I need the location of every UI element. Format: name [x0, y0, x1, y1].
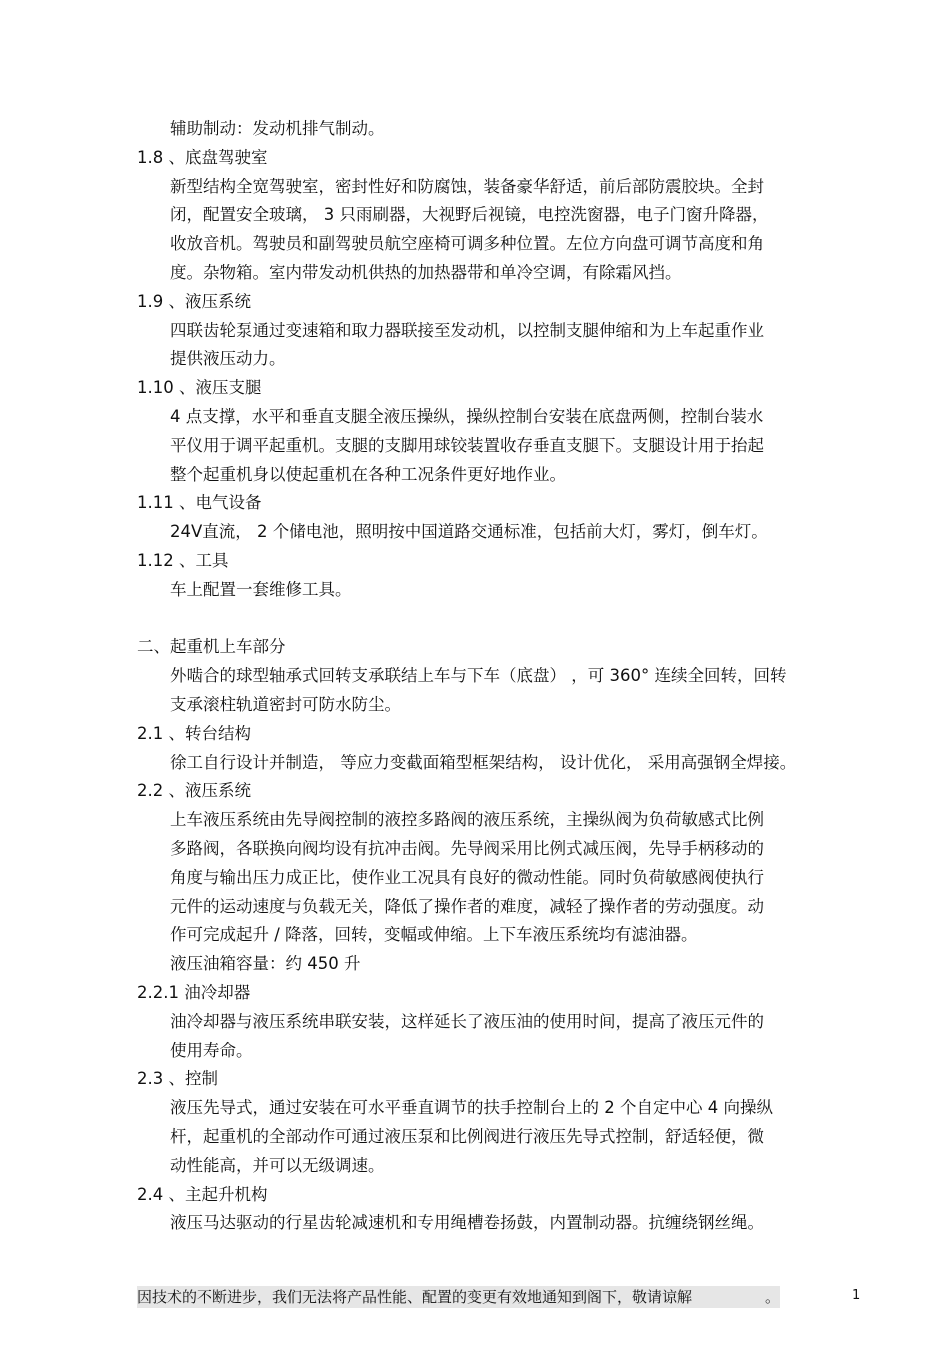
paragraph-line: 4 点支撑，水平和垂直支腿全液压操纵，操纵控制台安装在底盘两侧，控制台装水	[170, 407, 764, 426]
paragraph-line: 元件的运动速度与负载无关，降低了操作者的难度，减轻了操作者的劳动强度。动	[170, 896, 764, 916]
paragraph-line: 24V直流， 2 个储电池，照明按中国道路交通标准，包括前大灯，雾灯，倒车灯。	[170, 522, 768, 542]
section-heading: 1.10 、液压支腿	[137, 378, 262, 398]
section-heading: 2.1 、转台结构	[137, 723, 251, 743]
paragraph-line: 提供液压动力。	[170, 349, 286, 369]
paragraph-line: 上车液压系统由先导阀控制的液控多路阀的液压系统，主操纵阀为负荷敏感式比例	[170, 810, 764, 830]
footer-notice: 因技术的不断进步，我们无法将产品性能、配置的变更有效地通知到阁下，敬请谅解	[137, 1288, 693, 1306]
paragraph-line: 使用寿命。	[170, 1040, 253, 1060]
paragraph-line: 支承滚柱轨道密封可防水防尘。	[170, 695, 401, 714]
paragraph-line: 液压先导式，通过安装在可水平垂直调节的扶手控制台上的 2 个自定中心 4 向操纵	[170, 1098, 773, 1118]
footer-notice-end: 。	[765, 1288, 781, 1306]
page-number: 1	[852, 1288, 861, 1303]
paragraph-line: 多路阀，各联换向阀均设有抗冲击阀。先导阀采用比例式减压阀，先导手柄移动的	[170, 839, 764, 858]
paragraph-line: 徐工自行设计并制造， 等应力变截面箱型框架结构， 设计优化， 采用高强钢全焊接。	[170, 752, 797, 772]
paragraph-line: 车上配置一套维修工具。	[170, 579, 352, 599]
paragraph-line: 闭，配置安全玻璃， 3 只雨刷器，大视野后视镜，电控洗窗器，电子门窗升降器，	[170, 205, 769, 225]
paragraph-line: 杆，起重机的全部动作可通过液压泵和比例阀进行液压先导式控制，舒适轻便，微	[170, 1127, 764, 1146]
paragraph-line: 收放音机。驾驶员和副驾驶员航空座椅可调多种位置。左位方向盘可调节高度和角	[170, 234, 764, 254]
section-heading: 2.2.1 油冷却器	[137, 983, 251, 1002]
paragraph-line: 平仪用于调平起重机。支腿的支脚用球铰装置收存垂直支腿下。支腿设计用于抬起	[170, 435, 764, 455]
paragraph-line: 动性能高，并可以无级调速。	[170, 1155, 385, 1175]
section-heading: 2.2 、液压系统	[137, 781, 251, 801]
paragraph-line: 度。杂物箱。室内带发动机供热的加热器带和单冷空调，有除霜风挡。	[170, 263, 682, 282]
paragraph-line: 外啮合的球型轴承式回转支承联结上车与下车（底盘） ，可 360° 连续全回转，回转	[170, 666, 787, 686]
paragraph-line: 油冷却器与液压系统串联安装，这样延长了液压油的使用时间，提高了液压元件的	[170, 1011, 764, 1031]
section-heading: 1.12 、工具	[137, 551, 229, 570]
section-heading: 2.4 、主起升机构	[137, 1184, 268, 1204]
paragraph-line: 液压马达驱动的行星齿轮减速机和专用绳槽卷扬鼓，内置制动器。抗缠绕钢丝绳。	[170, 1213, 764, 1233]
paragraph-line: 作可完成起升 / 降落，回转，变幅或伸缩。上下车液压系统均有滤油器。	[170, 925, 698, 945]
paragraph-line: 辅助制动：发动机排气制动。	[170, 119, 385, 138]
paragraph-line: 整个起重机身以使起重机在各种工况条件更好地作业。	[170, 464, 566, 484]
section-heading: 1.8 、底盘驾驶室	[137, 147, 268, 167]
section-heading: 1.9 、液压系统	[137, 291, 251, 311]
paragraph-line: 角度与输出压力成正比，使作业工况具有良好的微动性能。同时负荷敏感阀使执行	[170, 867, 764, 887]
section-heading: 1.11 、电气设备	[137, 493, 262, 513]
paragraph-line: 液压油箱容量：约 450 升	[170, 954, 361, 974]
section-heading: 二、起重机上车部分	[137, 637, 286, 657]
paragraph-line: 新型结构全宽驾驶室，密封性好和防腐蚀，装备豪华舒适，前后部防震胶块。全封	[170, 176, 764, 196]
section-heading: 2.3 、控制	[137, 1069, 218, 1089]
paragraph-line: 四联齿轮泵通过变速箱和取力器联接至发动机，以控制支腿伸缩和为上车起重作业	[170, 320, 764, 340]
